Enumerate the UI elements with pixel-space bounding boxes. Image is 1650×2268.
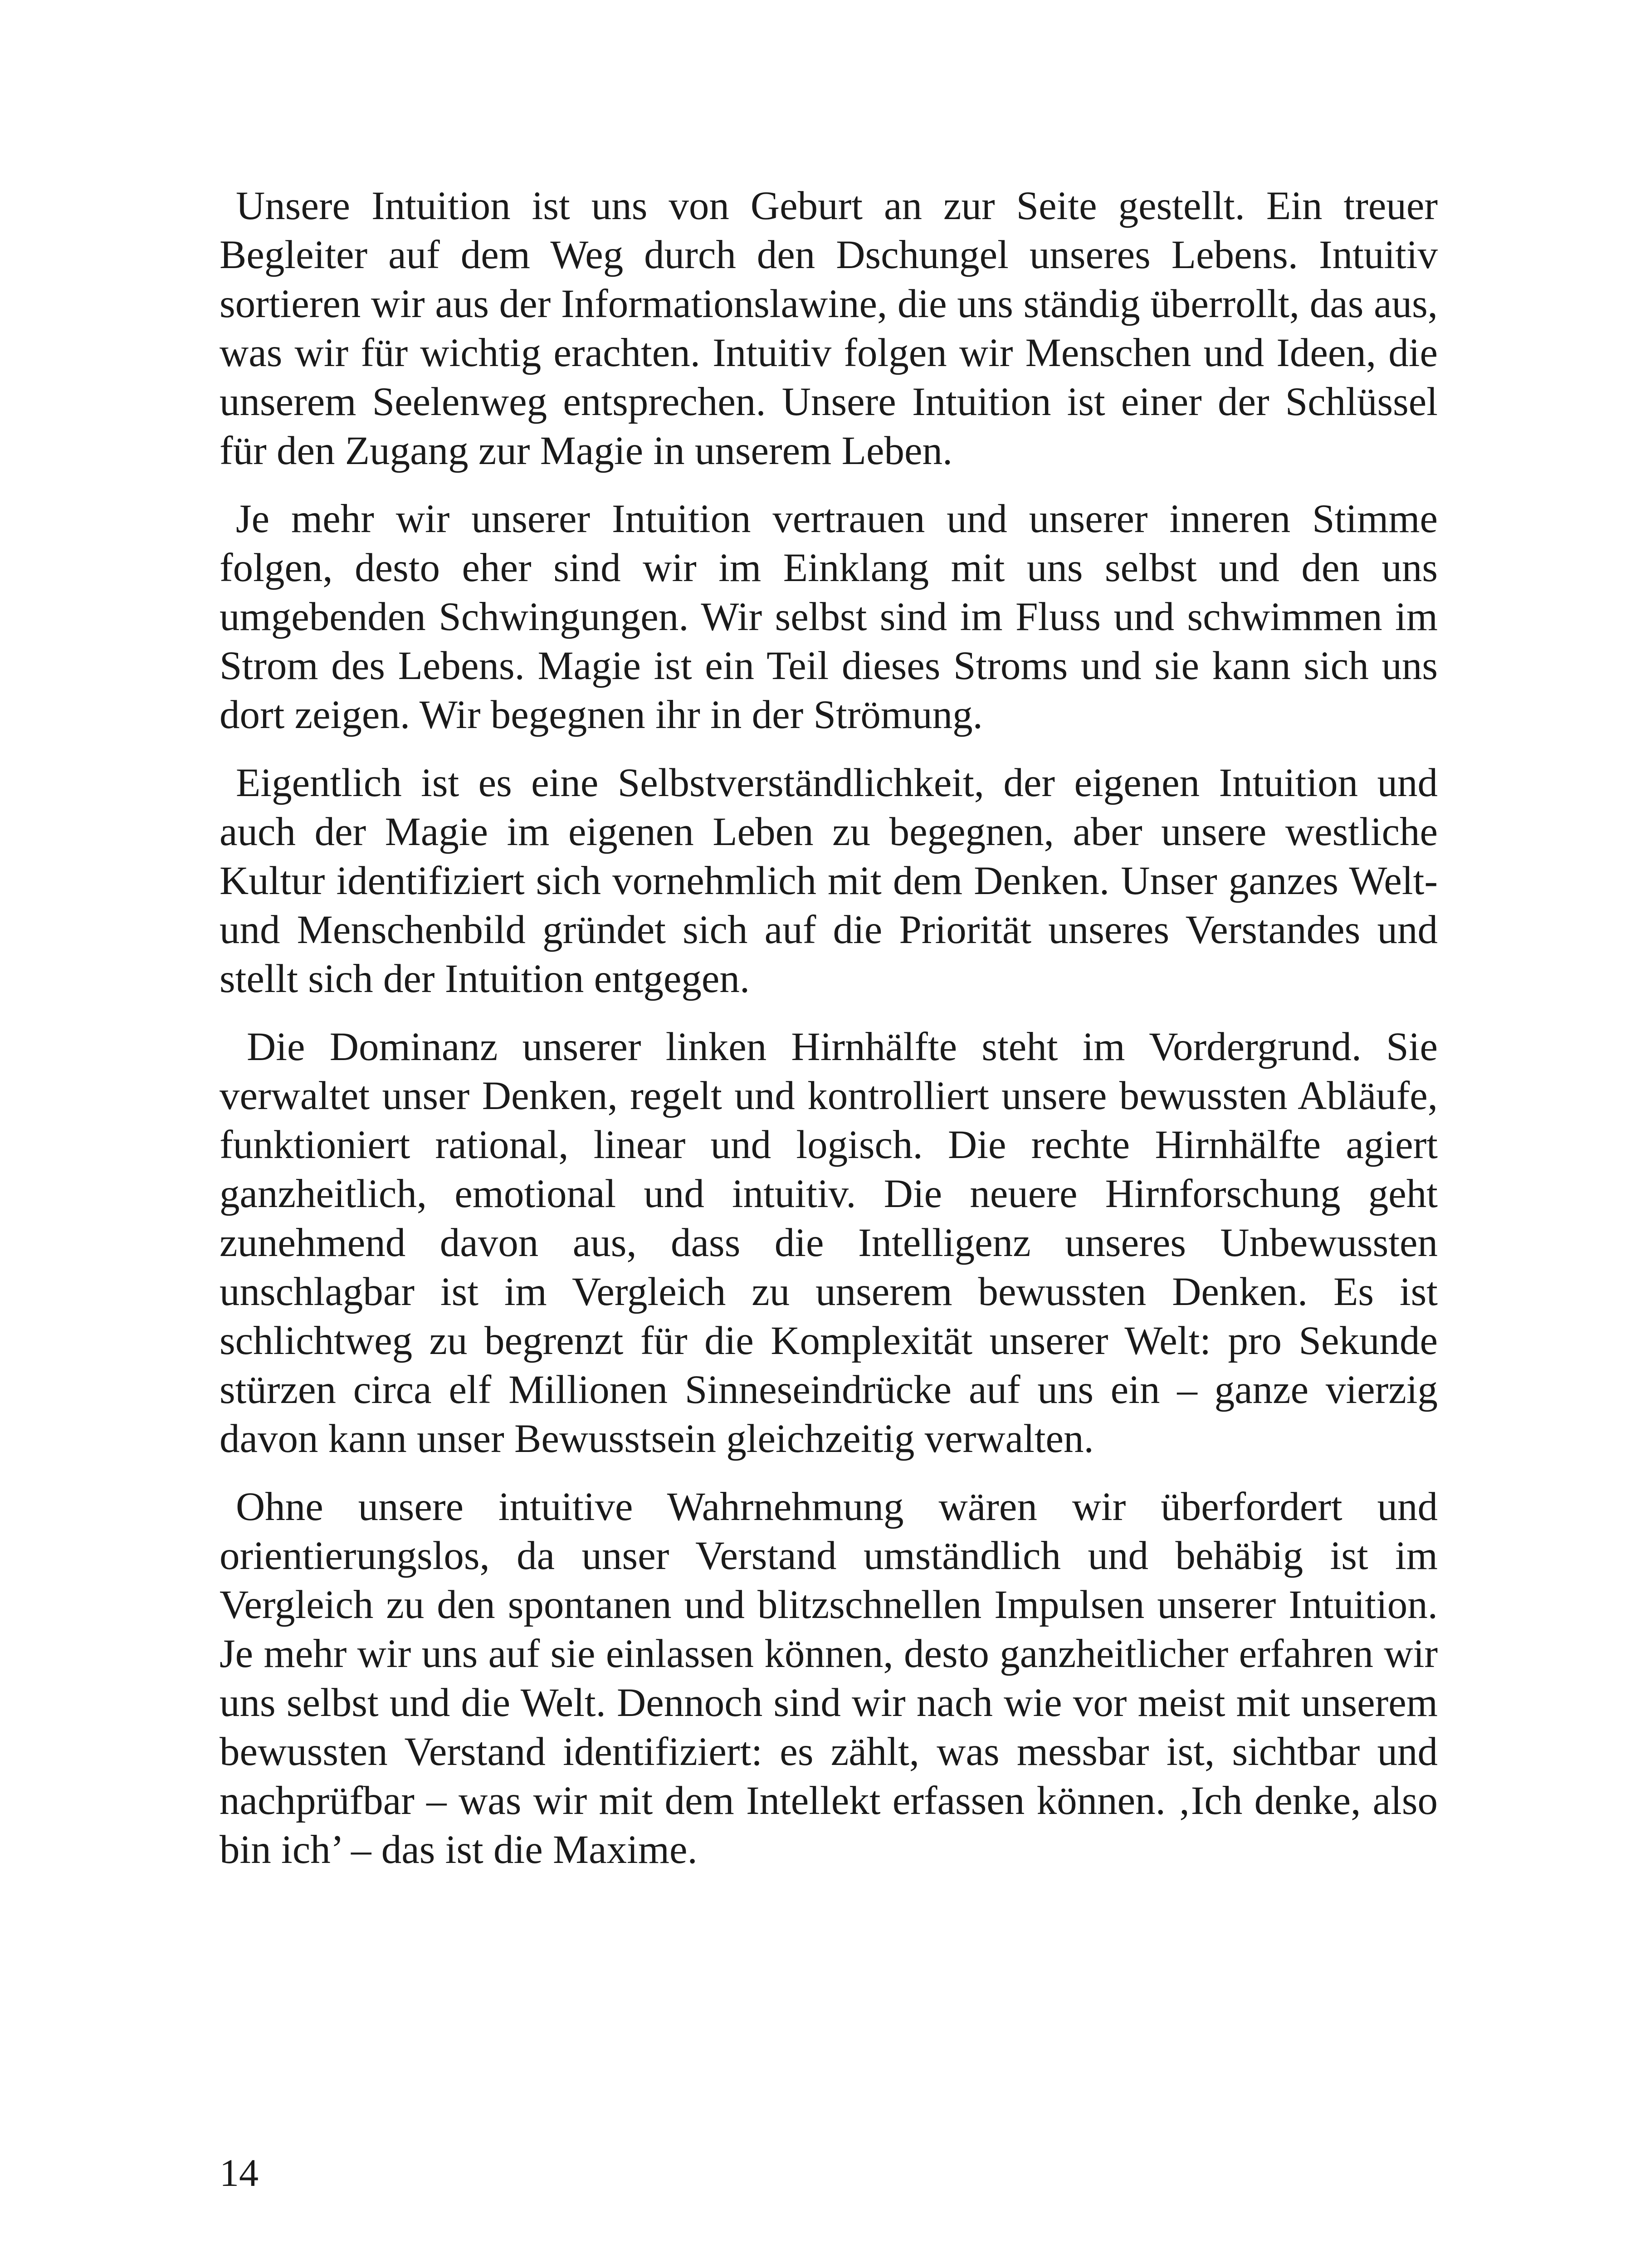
paragraph-3: Eigentlich ist es eine Selbstverständlichkeit, der eigenen Intuition und auch der Magie im eigenen Leben zu begegnen, aber unsere westliche Kultur identifiziert sich vornehmlich mit dem Denken. Unser ganzes Welt- und Menschenbild gründet sich auf die Priorität unseres Verstandes und stellt sich der Intuition entgegen. — [220, 761, 1438, 1001]
paragraph-5: Ohne unsere intuitive Wahrnehmung wären wir überfordert und orientierungslos, da unser Verstand umständlich und behäbig ist im Vergleich zu den spontanen und blitzschnellen Impulsen unserer Intuition. Je mehr wir uns auf sie einlassen können, desto ganzheitlicher erfahren wir uns selbst und die Welt. Dennoch sind wir nach wie vor meist mit unserem bewussten Verstand identifiziert: es zählt, was messbar ist, sichtbar und nachprüfbar – was wir mit dem Intellekt erfassen können. ‚Ich denke, also bin ich’ – das ist die Maxime. — [220, 1485, 1438, 1872]
paragraph-2: Je mehr wir unserer Intuition vertrauen und unserer inneren Stimme folgen, desto eher sind wir im Einklang mit uns selbst und den uns umgebenden Schwingungen. Wir selbst sind im Fluss und schwimmen im Strom des Lebens. Magie ist ein Teil dieses Stroms und sie kann sich uns dort zeigen. Wir begegnen ihr in der Strömung. — [220, 497, 1438, 737]
paragraph-1: Unsere Intuition ist uns von Geburt an zur Seite gestellt. Ein treuer Begleiter auf dem Weg durch den Dschungel unseres Lebens. Intuitiv sortieren wir aus der Informationslawine, die uns ständig überrollt, das aus, was wir für wichtig erachten. Intuitiv folgen wir Menschen und Ideen, die unserem Seelenweg entsprechen. Unsere Intuition ist einer der Schlüssel für den Zugang zur Magie in unserem Leben. — [220, 184, 1438, 473]
body-text — [220, 181, 1438, 1893]
paragraph-4: Die Dominanz unserer linken Hirnhälfte steht im Vordergrund. Sie verwaltet unser Denken, regelt und kontrolliert unsere bewussten Abläufe, funktioniert rational, linear und logisch. Die rechte Hirnhälfte agiert ganzheitlich, emotional und intuitiv. Die neuere Hirnforschung geht zunehmend davon aus, dass die Intelligenz unseres Unbewussten unschlagbar ist im Vergleich zu unserem bewussten Denken. Es ist schlichtweg zu begrenzt für die Komplexität unserer Welt: pro Sekunde stürzen circa elf Millionen Sinneseindrücke auf uns ein – ganze vierzig davon kann unser Bewusstsein gleichzeitig verwalten. — [220, 1025, 1438, 1461]
page-number: 14 — [220, 2151, 259, 2195]
